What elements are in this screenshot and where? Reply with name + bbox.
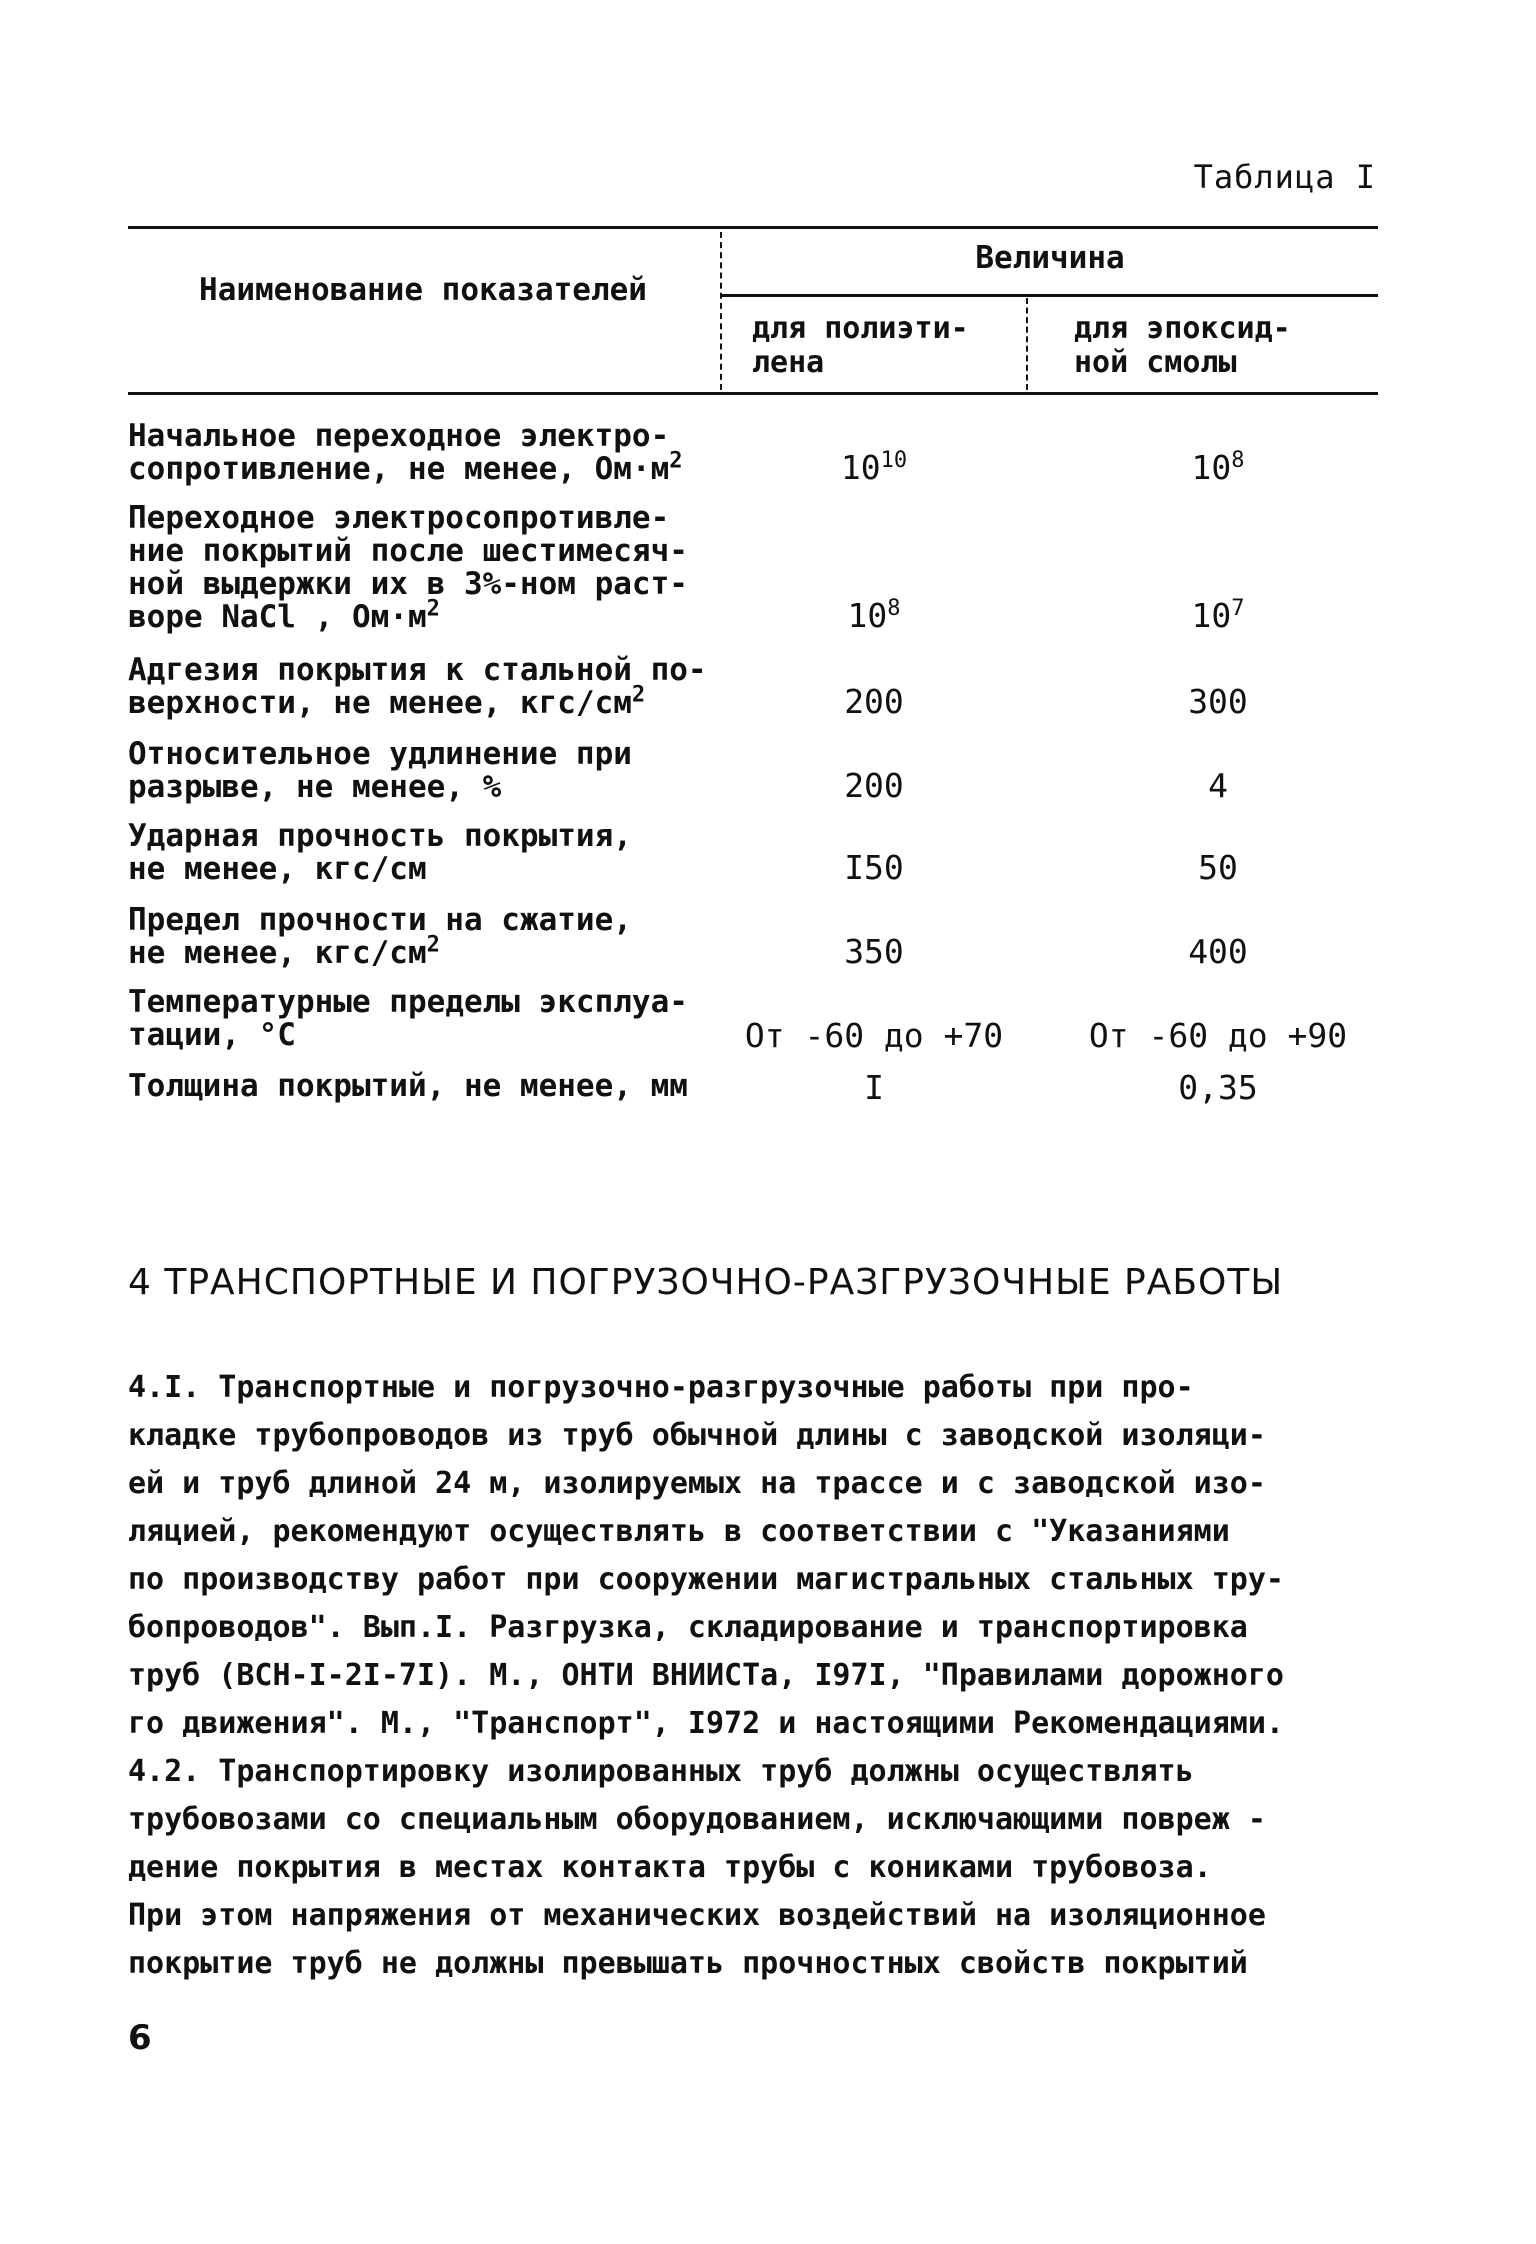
row-name: Температурные пределы эксплуа- тации, °С bbox=[128, 984, 688, 1053]
row-name: Ударная прочность покрытия, не менее, кгс/см bbox=[128, 818, 632, 887]
row-name: Переходное электросопротивле- ние покрытий после шестимесяч- ной выдержки их в 3%-ном раст- воре NaCl , $Ом\cdot м^2$ bbox=[128, 500, 688, 635]
row-value-epoxy: 50 bbox=[1198, 848, 1238, 887]
paragraph-4-2: 4.2. Транспортировку изолированных труб должны осуществлять трубовозами со специальным оборудованием, исключающими повреж - дение покрытия в местах контакта трубы с кониками трубовоза. При этом напряжения от механических воздействий на изоляционное покрытие труб не должны превышать прочностных свойств покрытий bbox=[128, 1754, 1266, 1981]
row-value-polyethylene: 200 bbox=[844, 766, 904, 805]
table-header-value: Величина bbox=[975, 240, 1125, 276]
row-value-epoxy: 4 bbox=[1208, 766, 1228, 805]
table-top-rule bbox=[128, 226, 1378, 229]
table-row bbox=[128, 654, 1388, 720]
table-header-epoxy: для эпоксид- ной смолы bbox=[1074, 311, 1291, 380]
row-name: Относительное удлинение при разрыве, не менее, % bbox=[128, 736, 632, 805]
table-row bbox=[128, 820, 1388, 886]
row-value-epoxy: От -60 до +90 bbox=[1088, 1016, 1348, 1055]
table-header-polyethylene: для полиэти- лена bbox=[752, 311, 969, 380]
row-value-polyethylene: $10^{10}$ bbox=[840, 448, 908, 487]
row-name: Начальное переходное электро- сопротивление, не менее, $Ом\cdot м^2$ bbox=[128, 418, 683, 487]
row-name: Адгезия покрытия к стальной по- верхности, не менее, кгс/$см^2$ bbox=[128, 652, 707, 721]
row-value-polyethylene: $10^8$ bbox=[847, 596, 901, 635]
row-value-epoxy: $10^7$ bbox=[1191, 596, 1245, 635]
table-row bbox=[128, 502, 1388, 634]
row-name: Предел прочности на сжатие, не менее, кгс/$см^2$ bbox=[128, 902, 632, 971]
table-subheader-divider bbox=[1026, 298, 1028, 390]
row-name: Толщина покрытий, не менее, мм bbox=[128, 1068, 688, 1104]
row-value-polyethylene: I bbox=[864, 1068, 884, 1107]
row-value-epoxy: 400 bbox=[1188, 932, 1248, 971]
row-value-epoxy: 0,35 bbox=[1178, 1068, 1258, 1107]
row-value-epoxy: $10^8$ bbox=[1191, 448, 1245, 487]
row-value-polyethylene: 350 bbox=[844, 932, 904, 971]
table-header-name: Наименование показателей bbox=[199, 272, 647, 308]
table-header-bottom-rule bbox=[128, 392, 1378, 395]
paragraph-4-1: 4.I. Транспортные и погрузочно-разгрузочные работы при про- кладке трубопроводов из труб обычной длины с заводской изоляци- ей и труб длиной 24 м, изолируемых на трассе и с заводской изо- ляцией, рекомендуют осуществлять в соответствии с "Указаниями по производству работ при сооружении магистральных стальных тру- бопроводов". Вып.I. Разгрузка, складирование и транспортировка труб (ВСН-I-2I-7I). М., ОНТИ ВНИИСТа, I97I, "Правилами дорожного го движения". М., "Транспорт", I972 и настоящими Рекомендациями. bbox=[128, 1370, 1284, 1741]
row-value-epoxy: 300 bbox=[1188, 682, 1248, 721]
table-row bbox=[128, 420, 1388, 486]
table-row bbox=[128, 1070, 1388, 1106]
row-value-polyethylene: От -60 до +70 bbox=[744, 1016, 1004, 1055]
table-row bbox=[128, 904, 1388, 970]
table-row bbox=[128, 986, 1388, 1054]
table-value-rule bbox=[722, 294, 1378, 297]
row-value-polyethylene: I50 bbox=[844, 848, 904, 887]
page-number: 6 bbox=[128, 2018, 152, 2058]
table-row bbox=[128, 738, 1388, 804]
section-title: 4 ТРАНСПОРТНЫЕ И ПОГРУЗОЧНО-РАЗГРУЗОЧНЫЕ РАБОТЫ bbox=[128, 1262, 1284, 1303]
row-value-polyethylene: 200 bbox=[844, 682, 904, 721]
table-caption: Таблица I bbox=[1193, 158, 1376, 196]
